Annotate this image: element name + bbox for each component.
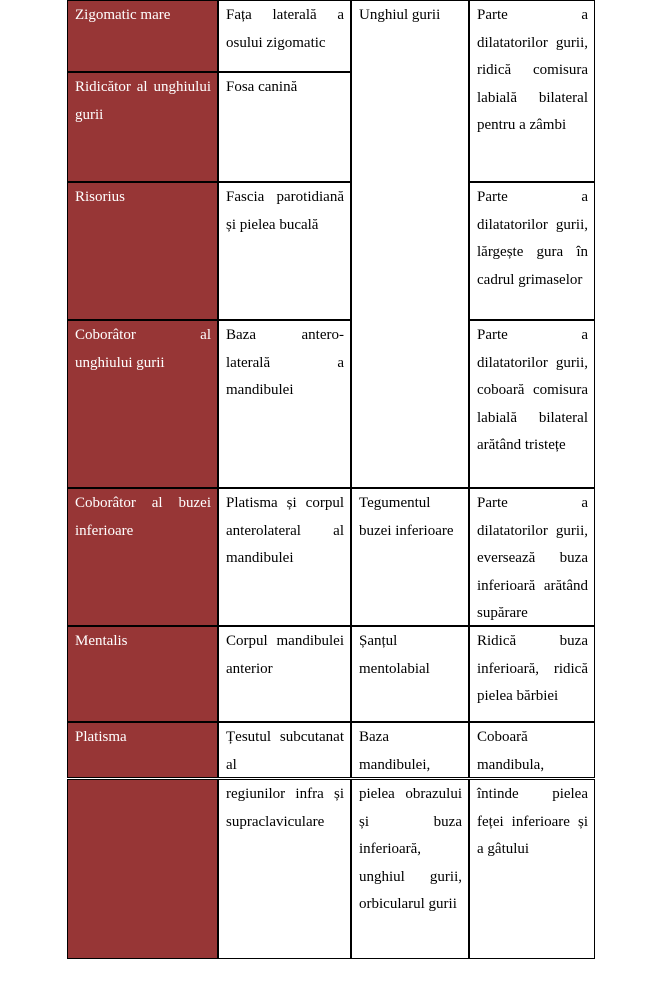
insertion-cell — [351, 779, 469, 959]
insertion-text: pielea obrazului și buza inferioară, unghiul gurii, orbicularul gurii — [359, 786, 462, 913]
origin-text: Fascia parotidiană și pielea bucală — [226, 189, 344, 233]
origin-text: Țesutul subcutanat al — [226, 729, 344, 773]
action-text: Parte a dilatatorilor gurii, eversează buza inferioară arătând supărare — [477, 495, 588, 622]
origin-cell — [218, 779, 351, 959]
action-cell — [469, 779, 595, 959]
muscle-name-cell — [67, 488, 218, 626]
muscle-name: Coborâtor al buzei inferioare — [75, 495, 211, 539]
muscle-name: Ridicător al unghiului gurii — [75, 79, 211, 123]
muscle-name-cell — [67, 320, 218, 488]
action-cell — [469, 320, 595, 488]
origin-text: Platisma și corpul anterolateral al mandibulei — [226, 495, 344, 567]
origin-cell — [218, 182, 351, 320]
action-text: Ridică buza inferioară, ridică pielea bărbiei — [477, 633, 588, 705]
origin-cell — [218, 626, 351, 722]
action-cell — [469, 626, 595, 722]
origin-text: Corpul mandibulei anterior — [226, 633, 344, 677]
origin-text: Fosa canină — [226, 79, 298, 95]
insertion-text: Baza mandibulei, — [359, 729, 431, 773]
muscle-name-cell — [67, 626, 218, 722]
insertion-text: Tegumentul buzei inferioare — [359, 495, 454, 539]
action-text: Parte a dilatatorilor gurii, ridică comisura labială bilateral pentru a zâmbi — [477, 7, 588, 134]
action-cell — [469, 182, 595, 320]
origin-cell — [218, 72, 351, 182]
muscle-name-cell — [67, 182, 218, 320]
muscle-name-cell — [67, 72, 218, 182]
action-text: Parte a dilatatorilor gurii, lărgește gura în cadrul grimaselor — [477, 189, 588, 288]
muscle-name-cell — [67, 779, 218, 959]
muscle-name: Coborâtor al unghiului gurii — [75, 327, 211, 371]
muscle-name: Risorius — [75, 189, 126, 205]
origin-text: Baza antero-laterală a mandibulei — [226, 327, 344, 399]
muscle-name-cell — [67, 722, 218, 778]
muscle-name: Zigomatic mare — [75, 7, 171, 23]
origin-cell — [218, 320, 351, 488]
insertion-text: Unghiul gurii — [359, 7, 441, 23]
origin-text: Fața laterală a osului zigomatic — [226, 7, 344, 51]
insertion-cell — [351, 488, 469, 626]
muscle-name: Mentalis — [75, 633, 128, 649]
insertion-cell-merged — [351, 0, 469, 488]
action-cell — [469, 0, 595, 182]
action-text: Parte a dilatatorilor gurii, coboară comisura labială bilateral arătând tristețe — [477, 327, 588, 454]
action-cell — [469, 722, 595, 778]
insertion-cell — [351, 722, 469, 778]
origin-text: regiunilor infra și supraclaviculare — [226, 786, 344, 830]
action-cell — [469, 488, 595, 626]
muscle-name: Platisma — [75, 729, 127, 745]
origin-cell — [218, 488, 351, 626]
origin-cell — [218, 0, 351, 72]
action-text: Coboară mandibula, — [477, 729, 545, 773]
action-text: întinde pielea feței inferioare și a gâtului — [477, 786, 588, 858]
insertion-cell — [351, 626, 469, 722]
insertion-text: Șanțul mentolabial — [359, 633, 430, 677]
origin-cell — [218, 722, 351, 778]
muscle-name-cell — [67, 0, 218, 72]
